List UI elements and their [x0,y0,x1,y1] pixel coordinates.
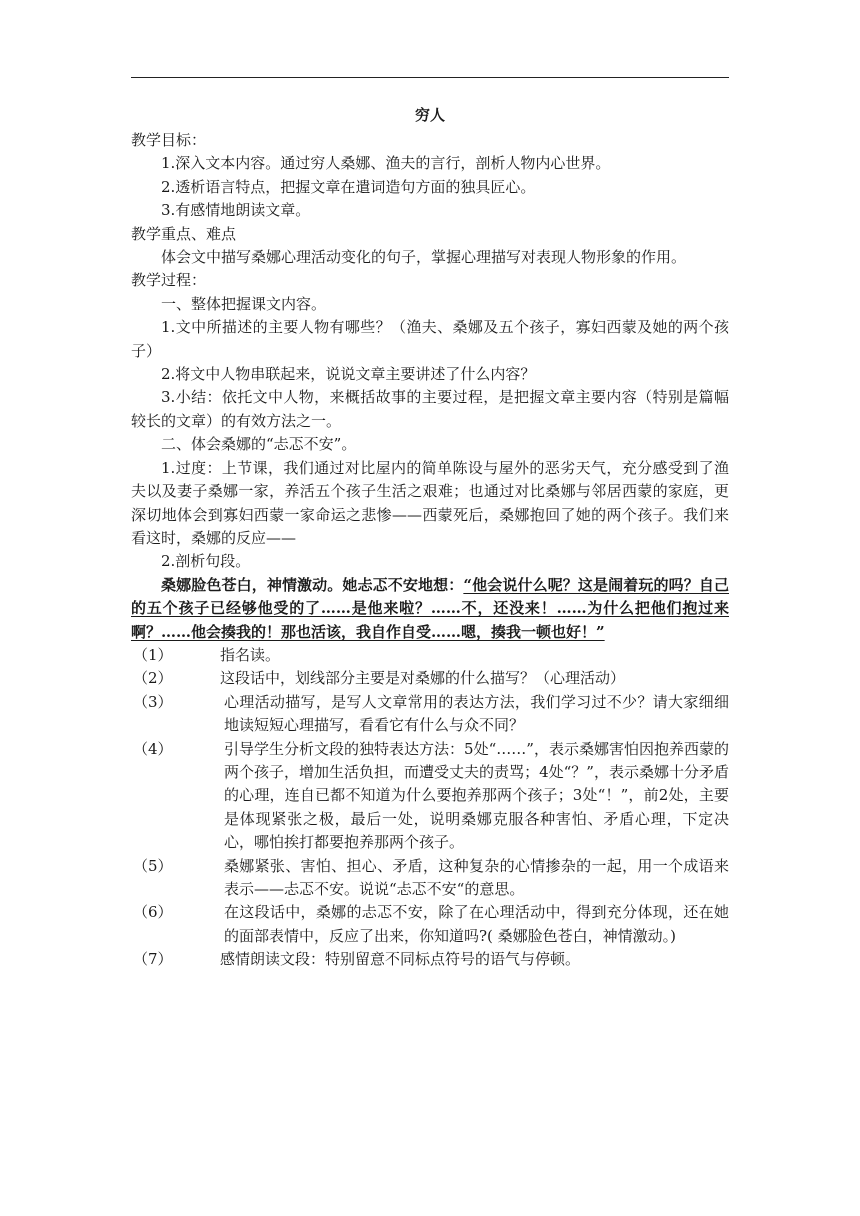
analysis-item [131,738,729,855]
quote-underlined: “他会说什么呢？这是闹着玩的吗？自己的五个孩子已经够他受的了……是他来啦？……不，还没来！……为什么把他们抱过来啊？……他会揍我的！那也活该，我自作自受……嗯，揍我一顿也好！” [131,575,729,641]
analysis-item [131,901,729,948]
analysis-text: 桑娜紧张、害怕、担心、矛盾，这种复杂的心情掺杂的一起，用一个成语来表示——忐忑不安。说说“忐忑不安“的意思。 [224,856,729,898]
analysis-text: 在这段话中，桑娜的忐忑不安，除了在心理活动中，得到充分体现，还在她的面部表情中，反应了出来，你知道吗?( 桑娜脸色苍白，神情激动。) [224,903,729,945]
quoted-passage [131,574,729,644]
process-item: 1.过度：上节课，我们通过对比屋内的简单陈设与屋外的恶劣天气，充分感受到了渔夫以及妻子桑娜一家，养活五个孩子生活之艰难；也通过对比桑娜与邻居西蒙的家庭，更深切地体会到寡妇西蒙一家命运之悲惨——西蒙死后，桑娜抱回了她的两个孩子。我们来看这时，桑娜的反应—— [131,458,729,547]
analysis-item [131,691,729,738]
process-item: 3.小结：依托文中人物，来概括故事的主要过程，是把握文章主要内容（特别是篇幅较长的文章）的有效方法之一。 [131,388,729,430]
analysis-item [131,855,729,902]
analysis-item [131,948,729,971]
process-heading: 教学过程： [131,271,207,290]
analysis-text: 指名读。 [220,645,281,664]
objective-item: 2.透析语言特点，把握文章在遣词造句方面的独具匠心。 [161,177,536,196]
process-item: 1.文中所描述的主要人物有哪些？（渔夫、桑娜及五个孩子，寡妇西蒙及她的两个孩子） [131,318,729,360]
keypoints-text: 体会文中描写桑娜心理活动变化的句子，掌握心理描写对表现人物形象的作用。 [161,248,687,267]
process-item: 2.将文中人物串联起来，说说文章主要讲述了什么内容？ [161,365,536,384]
quote-intro: 桑娜脸色苍白，神情激动。她忐忑不安地想： [161,575,464,594]
analysis-number: （4） [133,739,173,758]
analysis-text: 心理活动描写，是写人文章常用的表达方法，我们学习过不少？请大家细细地读短短心理描写，看看它有什么与众不同？ [224,692,729,735]
document-title: 穷人 [414,106,445,124]
analysis-item [131,667,729,690]
process-item: 2.剖析句段。 [161,552,251,571]
analysis-number: （2） [133,669,173,688]
analysis-number: （5） [133,856,173,875]
section-title: 一、整体把握课文内容。 [161,294,327,313]
objective-item: 1.深入文本内容。通过穷人桑娜、渔夫的言行，剖析人物内心世界。 [161,154,611,173]
keypoints-heading: 教学重点、难点 [131,224,237,243]
analysis-text: 这段话中，划线部分主要是对桑娜的什么描写？（心理活动） [220,669,626,688]
header-rule [131,77,729,78]
analysis-number: （6） [133,903,173,922]
analysis-text: 引导学生分析文段的独特表达方法：5处“……”，表示桑娜害怕因抱养西蒙的两个孩子，增加生活负担，而遭受丈夫的责骂；4处“？”，表示桑娜十分矛盾的心理，连自已都不知道为什么要抱养那两个孩子；3处“！”，前2处，主要是体现紧张之极，最后一处，说明桑娜克服各种害怕、矛盾心理，下定决心，哪怕挨打都要抱养那两个孩子。 [224,739,729,852]
analysis-number: （3） [133,692,173,711]
objective-item: 3.有感情地朗读文章。 [161,201,311,220]
section-title: 二、体会桑娜的“忐忑不安”。 [161,435,357,454]
analysis-text: 感情朗读文段：特别留意不同标点符号的语气与停顿。 [220,950,581,969]
analysis-number: （7） [133,950,173,969]
analysis-item [131,644,729,667]
objectives-heading: 教学目标： [131,131,207,149]
document-body [131,98,729,972]
analysis-number: （1） [133,645,173,664]
